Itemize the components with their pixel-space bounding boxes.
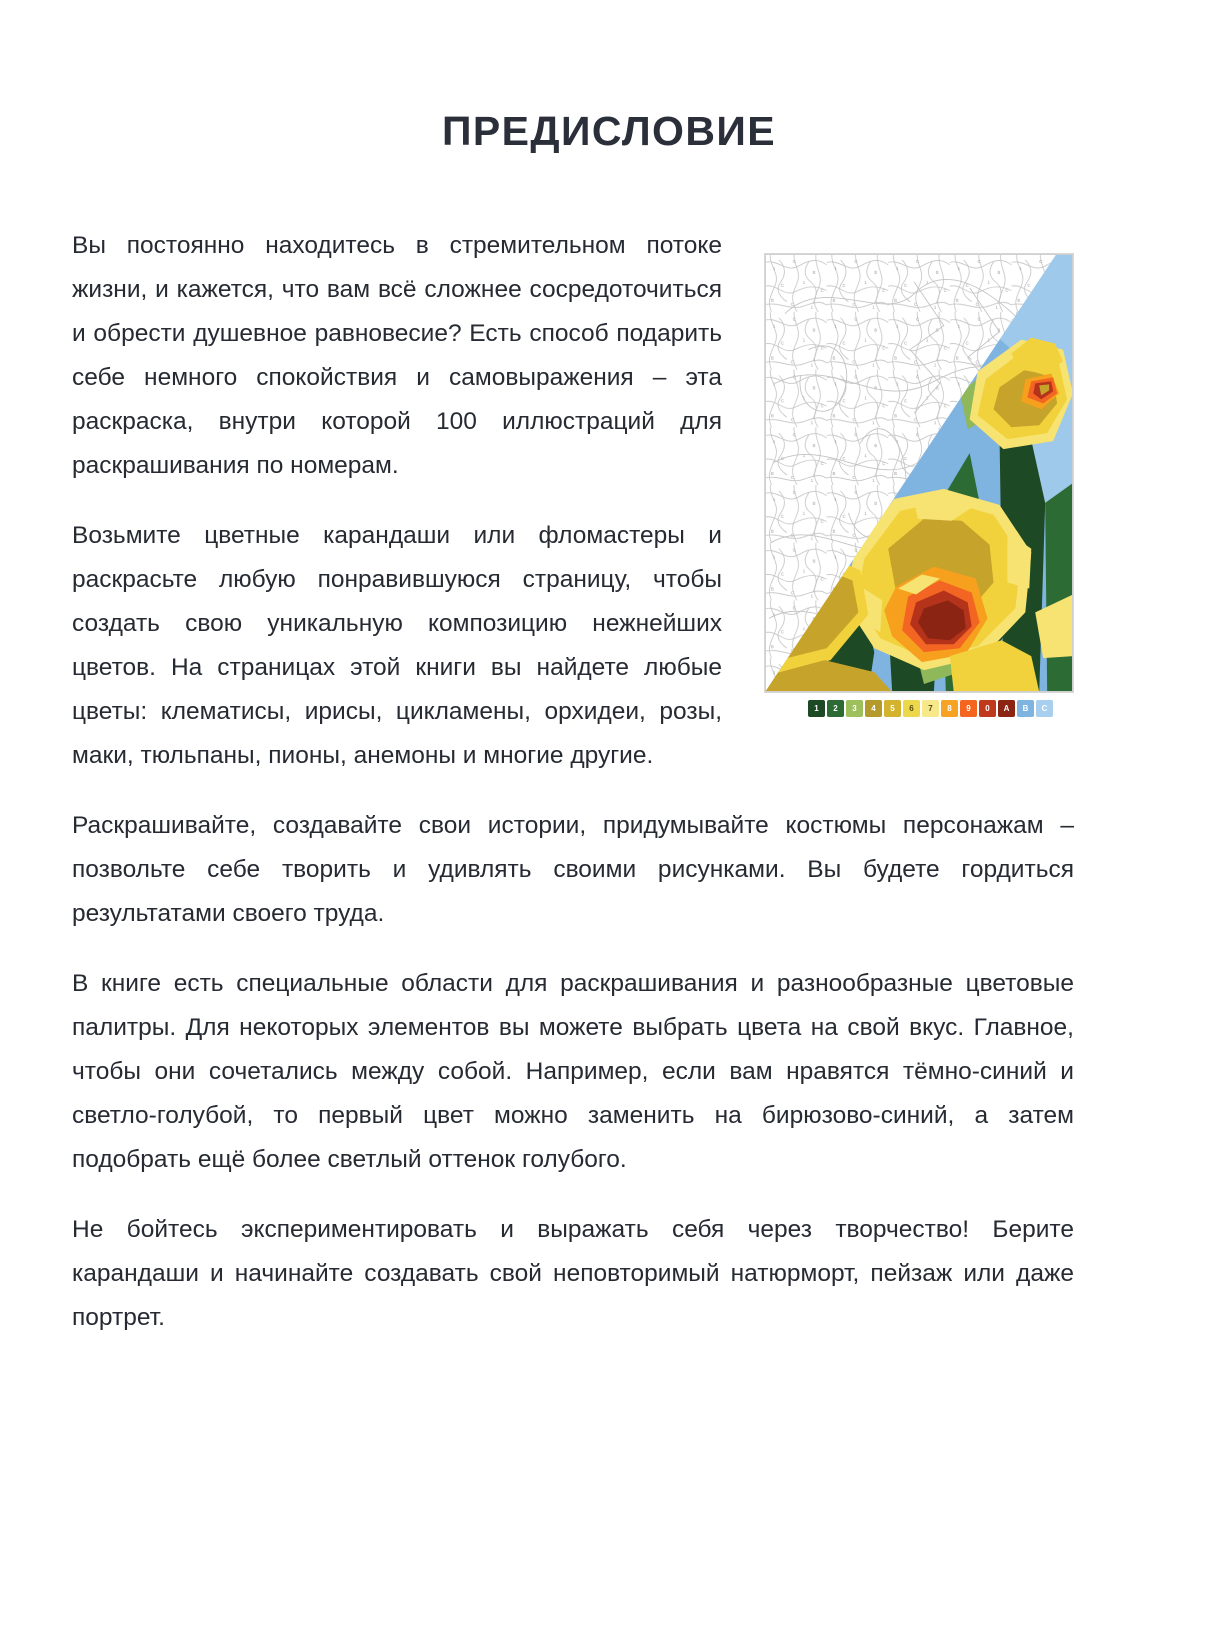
paragraph-3: Раскрашивайте, создавайте свои истории, придумывайте костюмы персонажам – позвольте себе творить и удивлять своими рисунками. Вы будете гордиться результатами своего труда. — [72, 812, 1074, 927]
paint-by-numbers-illustration — [764, 253, 1074, 693]
paragraph-4: В книге есть специальные области для раскрашивания и разнообразные цветовые палитры. Для некоторых элементов вы можете выбрать цвета на свой вкус. Главное, чтобы они сочетались между собой. Например, если вам нравятся тёмно-синий и светло-голубой, то первый цвет можно заменить на бирюзово-синий, а затем подобрать ещё более светлый оттенок голубого. — [72, 970, 1074, 1173]
legend-swatch[interactable]: B — [1017, 700, 1034, 717]
legend-swatch[interactable]: 0 — [979, 700, 996, 717]
page-title: ПРЕДИСЛОВИЕ — [442, 108, 776, 154]
paragraph-1: Вы постоянно находитесь в стремительном потоке жизни, и кажется, что вам всё сложнее сосредоточиться и обрести душевное равновесие? Есть способ подарить себе немного спокойствия и самовыражения – эта раскраска, внутри которой 100 иллюстраций для раскрашивания по номерам. — [72, 232, 722, 479]
paragraph-5: Не бойтесь экспериментировать и выражать себя через творчество! Берите карандаши и начинайте создавать свой неповторимый натюрморт, пейзаж или даже портрет. — [72, 1216, 1074, 1331]
daffodil-illustration-svg — [765, 254, 1073, 692]
color-number-legend — [764, 700, 1074, 717]
illustration-figure — [764, 253, 1074, 717]
legend-swatch[interactable]: 2 — [827, 700, 844, 717]
content-body — [72, 224, 1074, 1340]
legend-swatch[interactable]: 8 — [941, 700, 958, 717]
legend-swatch[interactable]: C — [1036, 700, 1053, 717]
legend-swatch[interactable]: 3 — [846, 700, 863, 717]
legend-swatch[interactable]: 4 — [865, 700, 882, 717]
legend-swatch[interactable]: 9 — [960, 700, 977, 717]
legend-swatch[interactable]: A — [998, 700, 1015, 717]
paragraph-2: Возьмите цветные карандаши или фломастеры и раскрасьте любую понравившуюся страницу, чтобы создать свою уникальную композицию нежнейших цветов. На страницах этой книги вы найдете любые цветы: клематисы, ирисы, цикламены, орхидеи, розы, маки, тюльпаны, пионы, анемоны и многие другие. — [72, 522, 722, 769]
legend-swatch[interactable]: 7 — [922, 700, 939, 717]
legend-swatch[interactable]: 1 — [808, 700, 825, 717]
legend-swatch[interactable]: 6 — [903, 700, 920, 717]
legend-swatch[interactable]: 5 — [884, 700, 901, 717]
